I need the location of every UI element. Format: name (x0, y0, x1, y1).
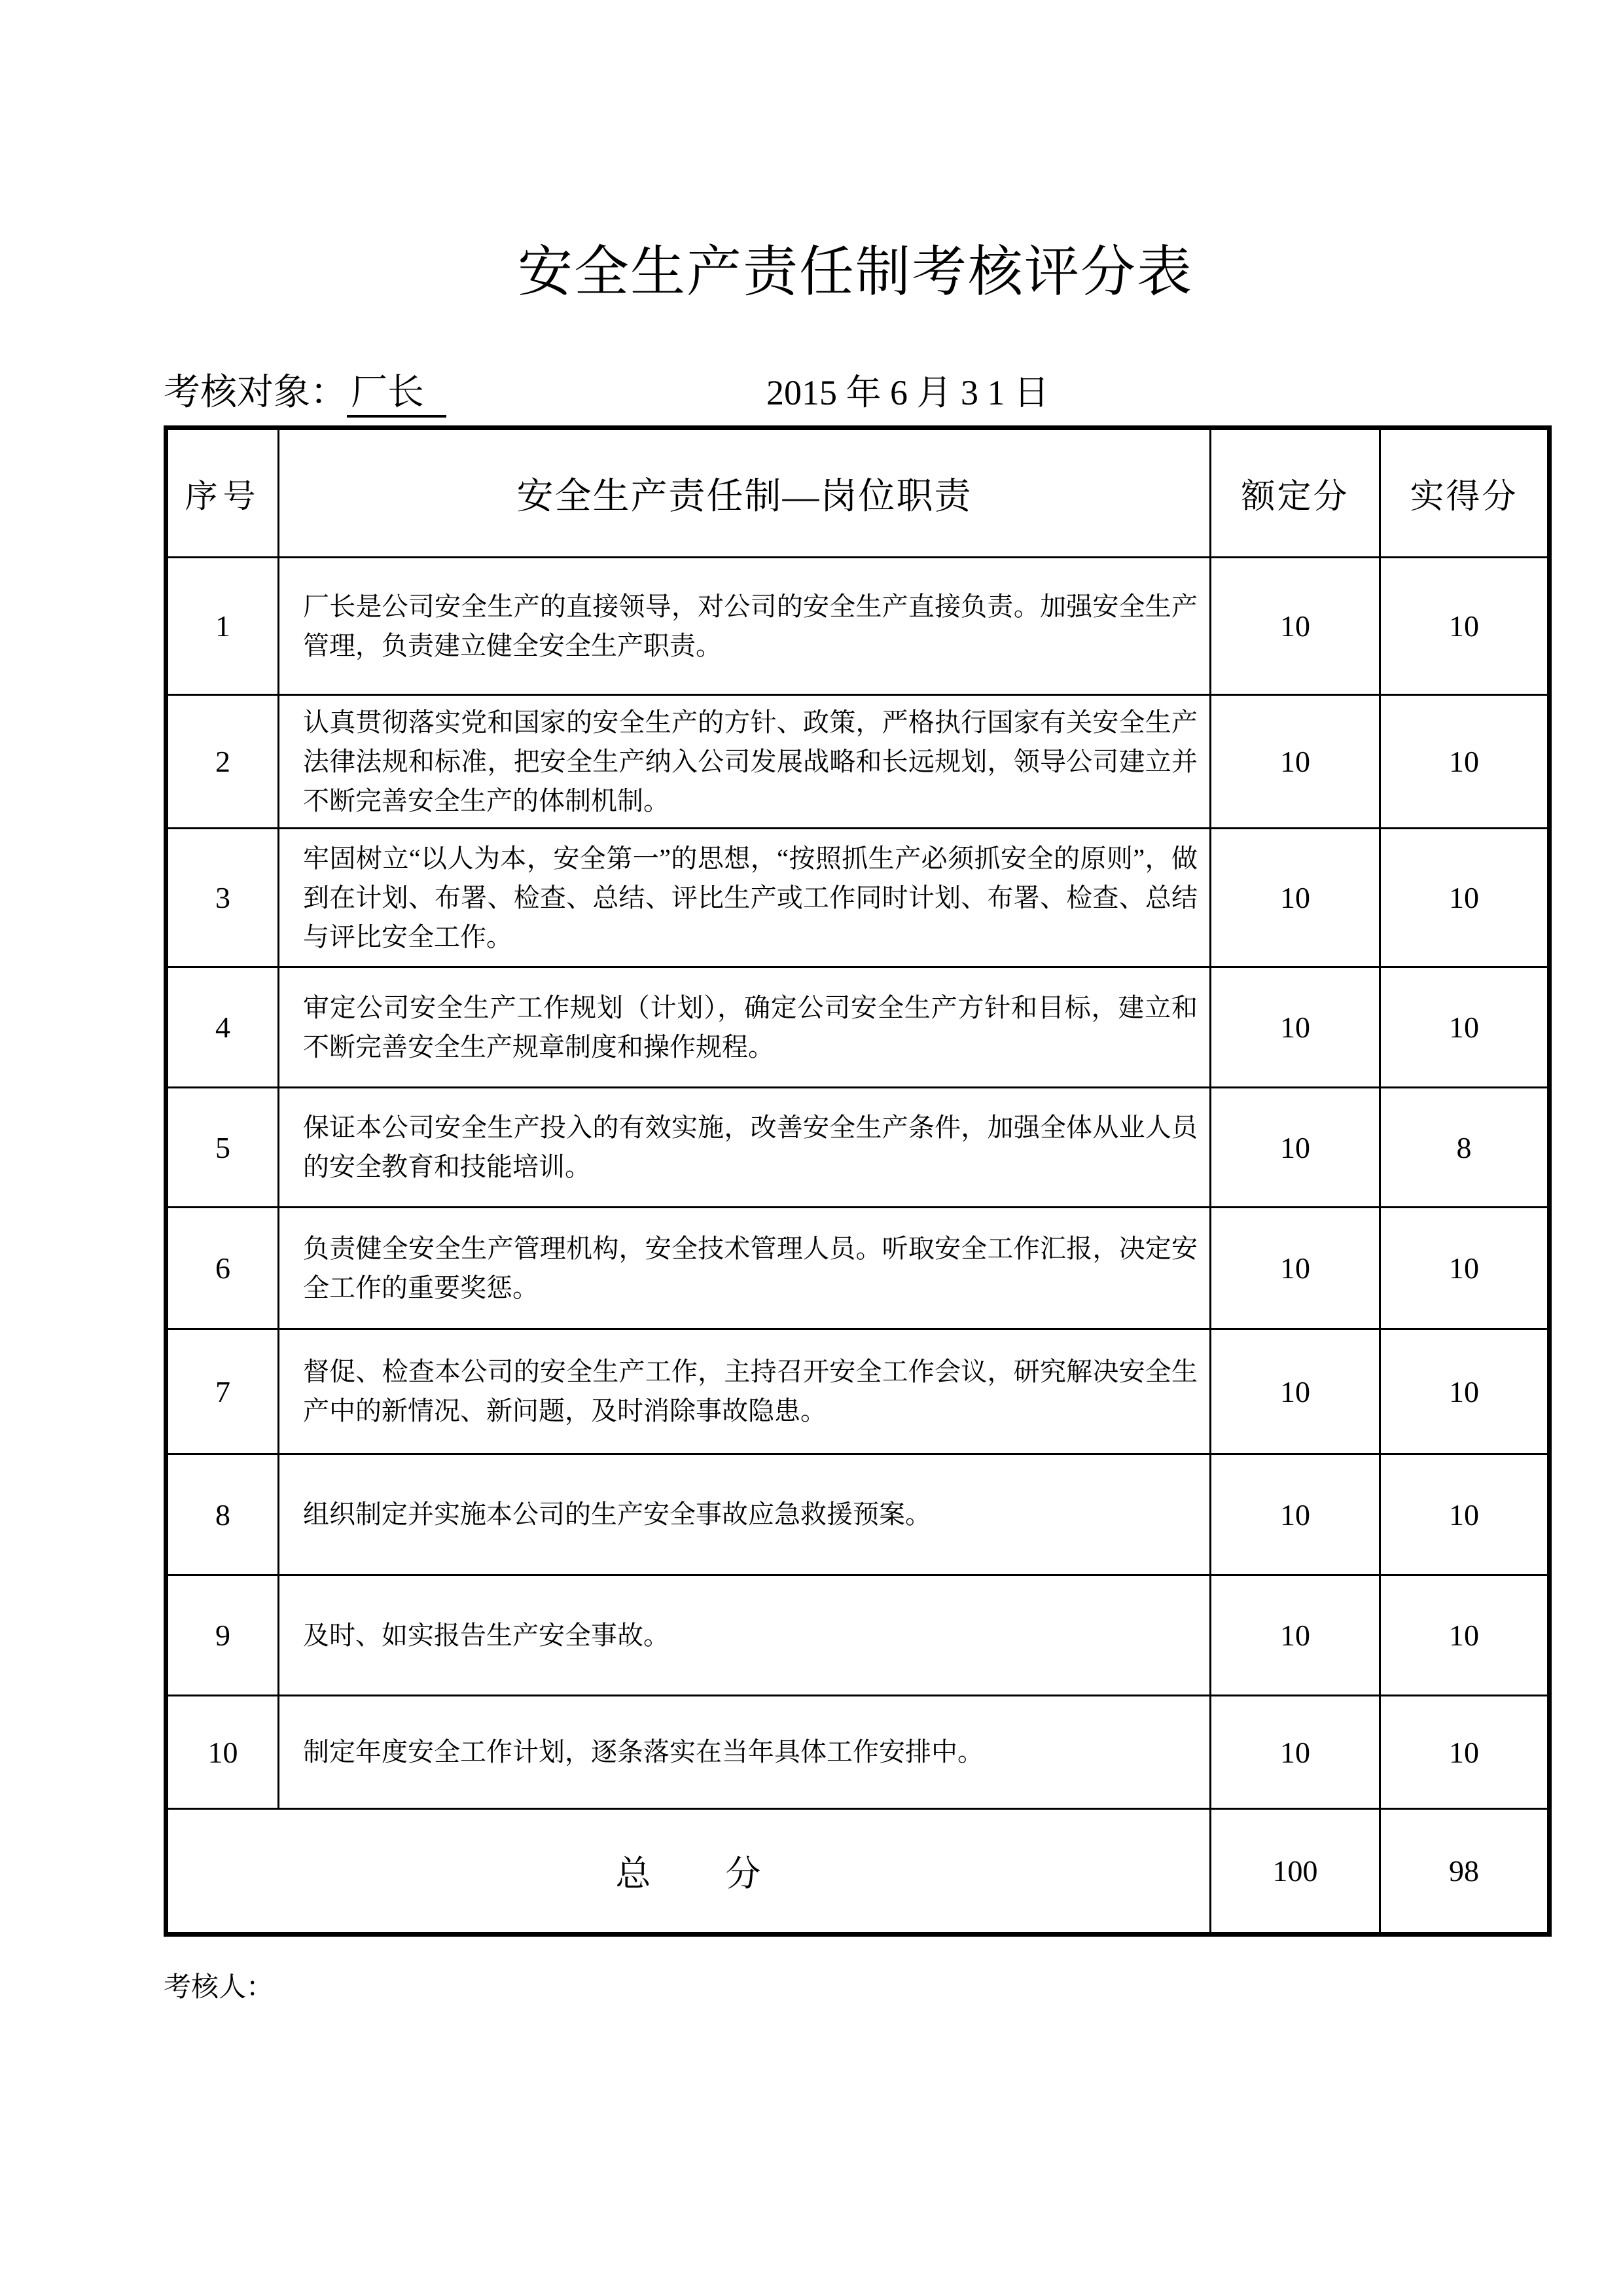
cell-quota: 10 (1211, 558, 1380, 695)
assessor-label: 考核人： (164, 1973, 274, 2003)
assessment-date: 2015 年 6 月 3 1 日 (766, 373, 1049, 412)
table-row (166, 967, 1550, 1088)
cell-duty: 督促、检查本公司的安全生产工作，主持召开安全工作会议，研究解决安全生产中的新情况、新问题，及时消除事故隐患。 (279, 1329, 1211, 1454)
cell-quota: 10 (1211, 829, 1380, 967)
header-duty: 安全生产责任制—岗位职责 (279, 428, 1211, 558)
assessee-value: 厂长 (347, 372, 446, 418)
table-row (166, 1454, 1550, 1575)
cell-duty: 组织制定并实施本公司的生产安全事故应急救援预案。 (279, 1454, 1211, 1575)
cell-duty: 负责健全安全生产管理机构，安全技术管理人员。听取安全工作汇报，决定安全工作的重要奖惩。 (279, 1208, 1211, 1329)
cell-quota: 10 (1211, 1696, 1380, 1809)
header-actual: 实得分 (1380, 428, 1550, 558)
total-quota-cell: 100 (1211, 1809, 1380, 1935)
cell-index: 4 (166, 967, 279, 1088)
cell-index: 1 (166, 558, 279, 695)
cell-quota: 10 (1211, 1208, 1380, 1329)
cell-actual: 10 (1380, 1575, 1550, 1696)
cell-duty: 及时、如实报告生产安全事故。 (279, 1575, 1211, 1696)
cell-actual: 10 (1380, 829, 1550, 967)
cell-actual: 10 (1380, 967, 1550, 1088)
document-content (164, 0, 1547, 2006)
cell-index: 6 (166, 1208, 279, 1329)
table-row (166, 1696, 1550, 1809)
cell-quota: 10 (1211, 1454, 1380, 1575)
table-row (166, 695, 1550, 829)
cell-index: 8 (166, 1454, 279, 1575)
cell-quota: 10 (1211, 967, 1380, 1088)
table-row (166, 1329, 1550, 1454)
cell-index: 9 (166, 1575, 279, 1696)
total-label-cell: 总 分 (166, 1809, 1211, 1935)
table-row (166, 1575, 1550, 1696)
score-table (164, 425, 1552, 1937)
table-row (166, 1088, 1550, 1208)
table-header-row (166, 428, 1550, 558)
table-row (166, 829, 1550, 967)
table-row (166, 1208, 1550, 1329)
table-body (166, 558, 1550, 1809)
cell-index: 7 (166, 1329, 279, 1454)
cell-actual: 8 (1380, 1088, 1550, 1208)
cell-duty: 厂长是公司安全生产的直接领导，对公司的安全生产直接负责。加强安全生产管理，负责建立健全安全生产职责。 (279, 558, 1211, 695)
cell-actual: 10 (1380, 558, 1550, 695)
header-index: 序号 (166, 428, 279, 558)
cell-actual: 10 (1380, 1696, 1550, 1809)
cell-index: 2 (166, 695, 279, 829)
table-row (166, 558, 1550, 695)
cell-duty: 制定年度安全工作计划，逐条落实在当年具体工作安排中。 (279, 1696, 1211, 1809)
cell-index: 5 (166, 1088, 279, 1208)
cell-duty: 保证本公司安全生产投入的有效实施，改善安全生产条件，加强全体从业人员的安全教育和技能培训。 (279, 1088, 1211, 1208)
cell-index: 3 (166, 829, 279, 967)
cell-actual: 10 (1380, 1208, 1550, 1329)
cell-actual: 10 (1380, 1329, 1550, 1454)
cell-duty: 认真贯彻落实党和国家的安全生产的方针、政策，严格执行国家有关安全生产法律法规和标准，把安全生产纳入公司发展战略和长远规划，领导公司建立并不断完善安全生产的体制机制。 (279, 695, 1211, 829)
cell-duty: 审定公司安全生产工作规划（计划），确定公司安全生产方针和目标，建立和不断完善安全生产规章制度和操作规程。 (279, 967, 1211, 1088)
cell-quota: 10 (1211, 1575, 1380, 1696)
meta-line (164, 367, 1547, 419)
cell-index: 10 (166, 1696, 279, 1809)
cell-duty: 牢固树立“以人为本，安全第一”的思想，“按照抓生产必须抓安全的原则”，做到在计划、布署、检查、总结、评比生产或工作同时计划、布署、检查、总结与评比安全工作。 (279, 829, 1211, 967)
total-row (166, 1809, 1550, 1935)
total-actual-cell: 98 (1380, 1809, 1550, 1935)
header-quota: 额定分 (1211, 428, 1380, 558)
cell-quota: 10 (1211, 1329, 1380, 1454)
assessee-label: 考核对象： (164, 372, 347, 413)
cell-quota: 10 (1211, 695, 1380, 829)
cell-actual: 10 (1380, 695, 1550, 829)
page-title: 安全生产责任制考核评分表 (517, 242, 1193, 303)
cell-actual: 10 (1380, 1454, 1550, 1575)
cell-quota: 10 (1211, 1088, 1380, 1208)
